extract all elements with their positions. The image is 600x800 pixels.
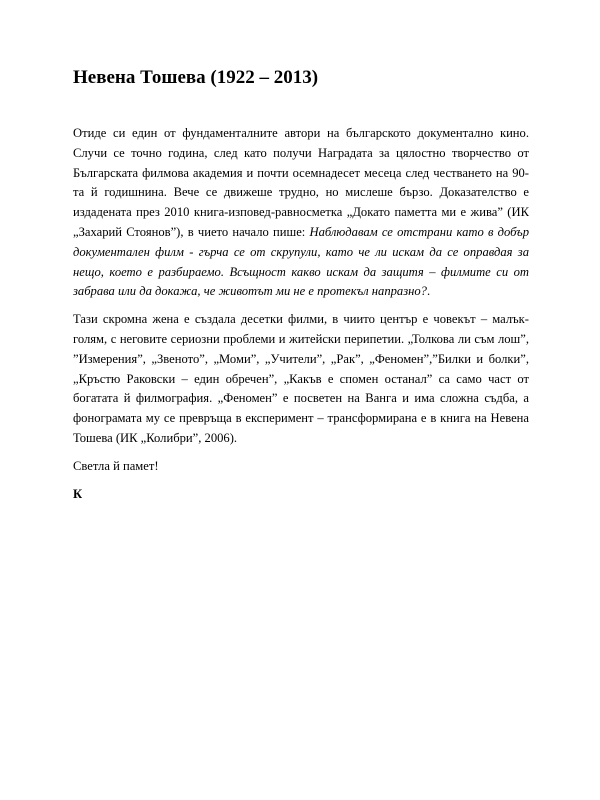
- article-title: Невена Тошева (1922 – 2013): [73, 67, 319, 88]
- paragraph-intro-end: .: [426, 284, 431, 299]
- author-signature: К: [73, 486, 83, 501]
- quote-text: Наблюдавам се отстрани като в добър документален филм - гърча се от скрупули, като че ли искам да се оправдая за нещо, което е разбираемо. Всъщност какво искам да защитя – филмите си от забрава или да докажа, че животът ми не е протекъл напразно?: [73, 224, 529, 299]
- paragraph-intro: [73, 124, 529, 302]
- paragraph-intro-text: Отиде си един от фундаменталните автори на българското документално кино. Случи се точно година, след като получи Наградата за цялостно творчество от Българската филмова академия и почти осемнадесет месеца след честването на 90-та й годишнина. Вече се движеше трудно, но мислеше бързо. Доказателство е издадената през 2010 книга-изповед-равносметка „Докато паметта ми е жива” (ИК „Захарий Стоянов”), в чието начало пише:: [73, 126, 529, 239]
- paragraph-filmography: Тази скромна жена е създала десетки филми, в чиито център е човекът – малък-голям, с неговите сериозни проблеми и житейски перипетии. „Толкова ли съм лош”, ”Измерения”, „Звеното”, „Моми”, „Учители”, „Рак”, „Феномен”,”Билки и болки”, „Кръстю Раковски – един обречен”, „Какъв е спомен останал” са само част от богатата й филмография. „Феномен” е посветен на Ванга и има сложна съдба, а фонограмата му се превръща в експеримент – трансформирана е в книга на Невена Тошева (ИК „Колибри”, 2006).: [73, 312, 529, 445]
- paragraph-farewell: Светла й памет!: [73, 458, 159, 473]
- article-body: [73, 124, 529, 504]
